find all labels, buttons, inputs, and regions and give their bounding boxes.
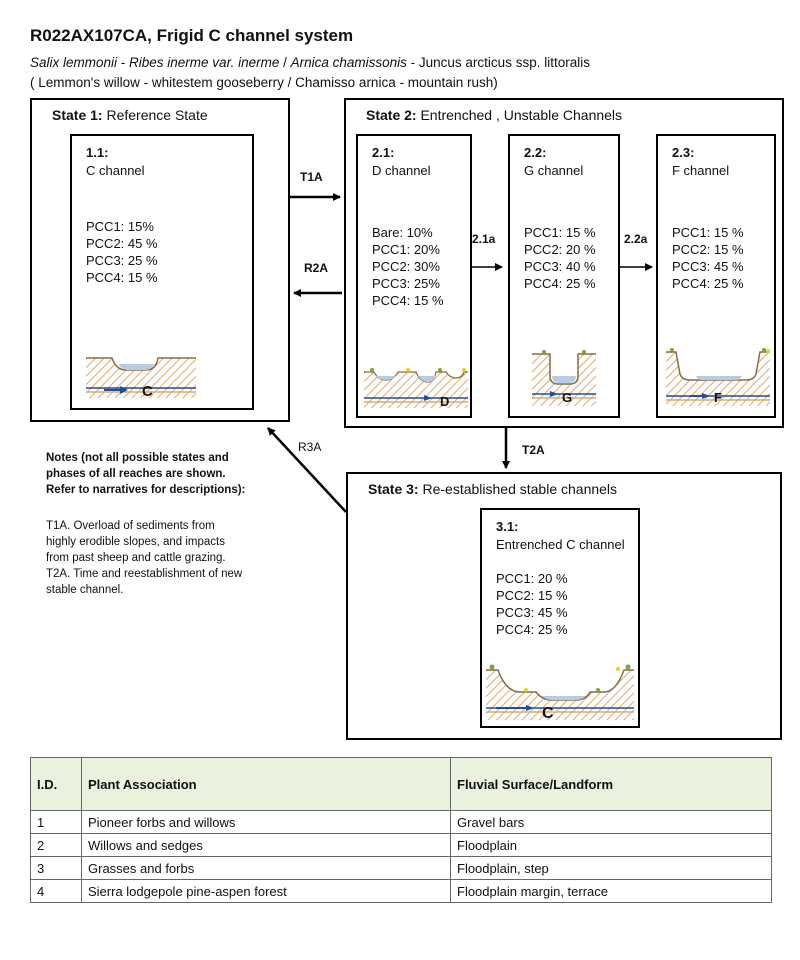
page-title: R022AX107CA, Frigid C channel system — [30, 26, 354, 45]
header-fluvial-surface: Fluvial Surface/Landform — [451, 758, 772, 811]
state-2-title: State 2: Entrenched , Unstable Channels — [366, 107, 623, 123]
pcc-value: PCC3: 40 % — [524, 259, 596, 274]
sci-sep-2: / — [279, 55, 291, 70]
header-id: I.D. — [31, 758, 82, 811]
label-r3a: R3A — [298, 440, 322, 454]
diagram-letter: G — [562, 390, 573, 405]
label-r2a: R2A — [304, 261, 329, 275]
pcc-value: PCC2: 15 % — [496, 588, 568, 603]
pcc-value: PCC4: 25 % — [524, 276, 596, 291]
pcc-value: PCC4: 15 % — [372, 293, 444, 308]
note-t1a: T1A. Overload of sediments from highly erodible slopes, and impacts from past sheep and cattle grazing. — [46, 520, 226, 564]
cell-id: 4 — [31, 880, 82, 903]
plant-association-table — [30, 757, 772, 903]
pcc-value: PCC1: 20% — [372, 242, 440, 257]
cell-id: 3 — [31, 857, 82, 880]
label-t2a: T2A — [522, 443, 545, 457]
phase-id: 2.1: — [372, 145, 395, 160]
pcc-value: PCC4: 15 % — [86, 270, 158, 285]
pcc-value: PCC3: 25% — [372, 276, 440, 291]
pcc-value: PCC1: 15 % — [672, 225, 744, 240]
cell-landform: Floodplain, step — [451, 857, 772, 880]
pcc-value: PCC2: 30% — [372, 259, 440, 274]
notes-heading: Notes (not all possible states and phases of all reaches are shown. Refer to narratives for descriptions): — [46, 452, 246, 496]
cell-landform: Gravel bars — [451, 811, 772, 834]
phase-id: 3.1: — [496, 519, 519, 534]
sci-name-1: Salix lemmonii — [30, 55, 118, 70]
note-t2a: T2A. Time and reestablishment of new stable channel. — [46, 568, 243, 596]
pcc-value: PCC2: 45 % — [86, 236, 158, 251]
pcc-value: PCC4: 25 % — [672, 276, 744, 291]
table-row — [31, 811, 772, 834]
cell-plant: Willows and sedges — [82, 834, 451, 857]
cell-plant: Grasses and forbs — [82, 857, 451, 880]
phase-name: G channel — [524, 163, 584, 178]
sci-name-3: Arnica chamissonis — [290, 55, 407, 70]
table-row — [31, 834, 772, 857]
pcc-value: PCC4: 25 % — [496, 622, 568, 637]
state-1-title: State 1: Reference State — [52, 107, 208, 123]
phase-name: C channel — [86, 163, 145, 178]
sci-name-4: - Juncus arcticus ssp. littoralis — [406, 55, 590, 70]
label-t1a: T1A — [300, 170, 323, 184]
diagram-letter: D — [440, 394, 450, 409]
pcc-value: PCC1: 15% — [86, 219, 154, 234]
phase-name: D channel — [372, 163, 431, 178]
sci-name-2: Ribes inerme var. inerme — [129, 55, 280, 70]
cell-plant: Pioneer forbs and willows — [82, 811, 451, 834]
phase-name: F channel — [672, 163, 730, 178]
phase-id: 2.2: — [524, 145, 547, 160]
pcc-value: PCC3: 45 % — [672, 259, 744, 274]
notes-block — [46, 450, 246, 598]
phase-id: 2.3: — [672, 145, 695, 160]
pcc-value: PCC2: 20 % — [524, 242, 596, 257]
phase-name: Entrenched C channel — [496, 537, 625, 552]
diagram-letter: C — [142, 383, 153, 400]
state-3-title: State 3: Re-established stable channels — [368, 481, 618, 497]
cell-plant: Sierra lodgepole pine-aspen forest — [82, 880, 451, 903]
pcc-value: PCC2: 15 % — [672, 242, 744, 257]
sci-sep-1: - — [117, 55, 130, 70]
cell-landform: Floodplain — [451, 834, 772, 857]
table-row — [31, 880, 772, 903]
pcc-value: Bare: 10% — [372, 225, 433, 240]
label-2-1a: 2.1a — [472, 232, 496, 246]
cell-landform: Floodplain margin, terrace — [451, 880, 772, 903]
pcc-value: PCC3: 45 % — [496, 605, 568, 620]
cell-id: 2 — [31, 834, 82, 857]
table-header-row — [31, 758, 772, 811]
phase-id: 1.1: — [86, 145, 109, 160]
table-row — [31, 857, 772, 880]
label-2-2a: 2.2a — [624, 232, 648, 246]
pcc-value: PCC3: 25 % — [86, 253, 158, 268]
cell-id: 1 — [31, 811, 82, 834]
common-names: ( Lemmon's willow - whitestem gooseberry / Chamisso arnica - mountain rush) — [30, 75, 498, 90]
diagram-letter: F — [714, 390, 722, 405]
header-plant-association: Plant Association — [82, 758, 451, 811]
pcc-value: PCC1: 15 % — [524, 225, 596, 240]
diagram-letter: C — [542, 705, 554, 722]
pcc-value: PCC1: 20 % — [496, 571, 568, 586]
